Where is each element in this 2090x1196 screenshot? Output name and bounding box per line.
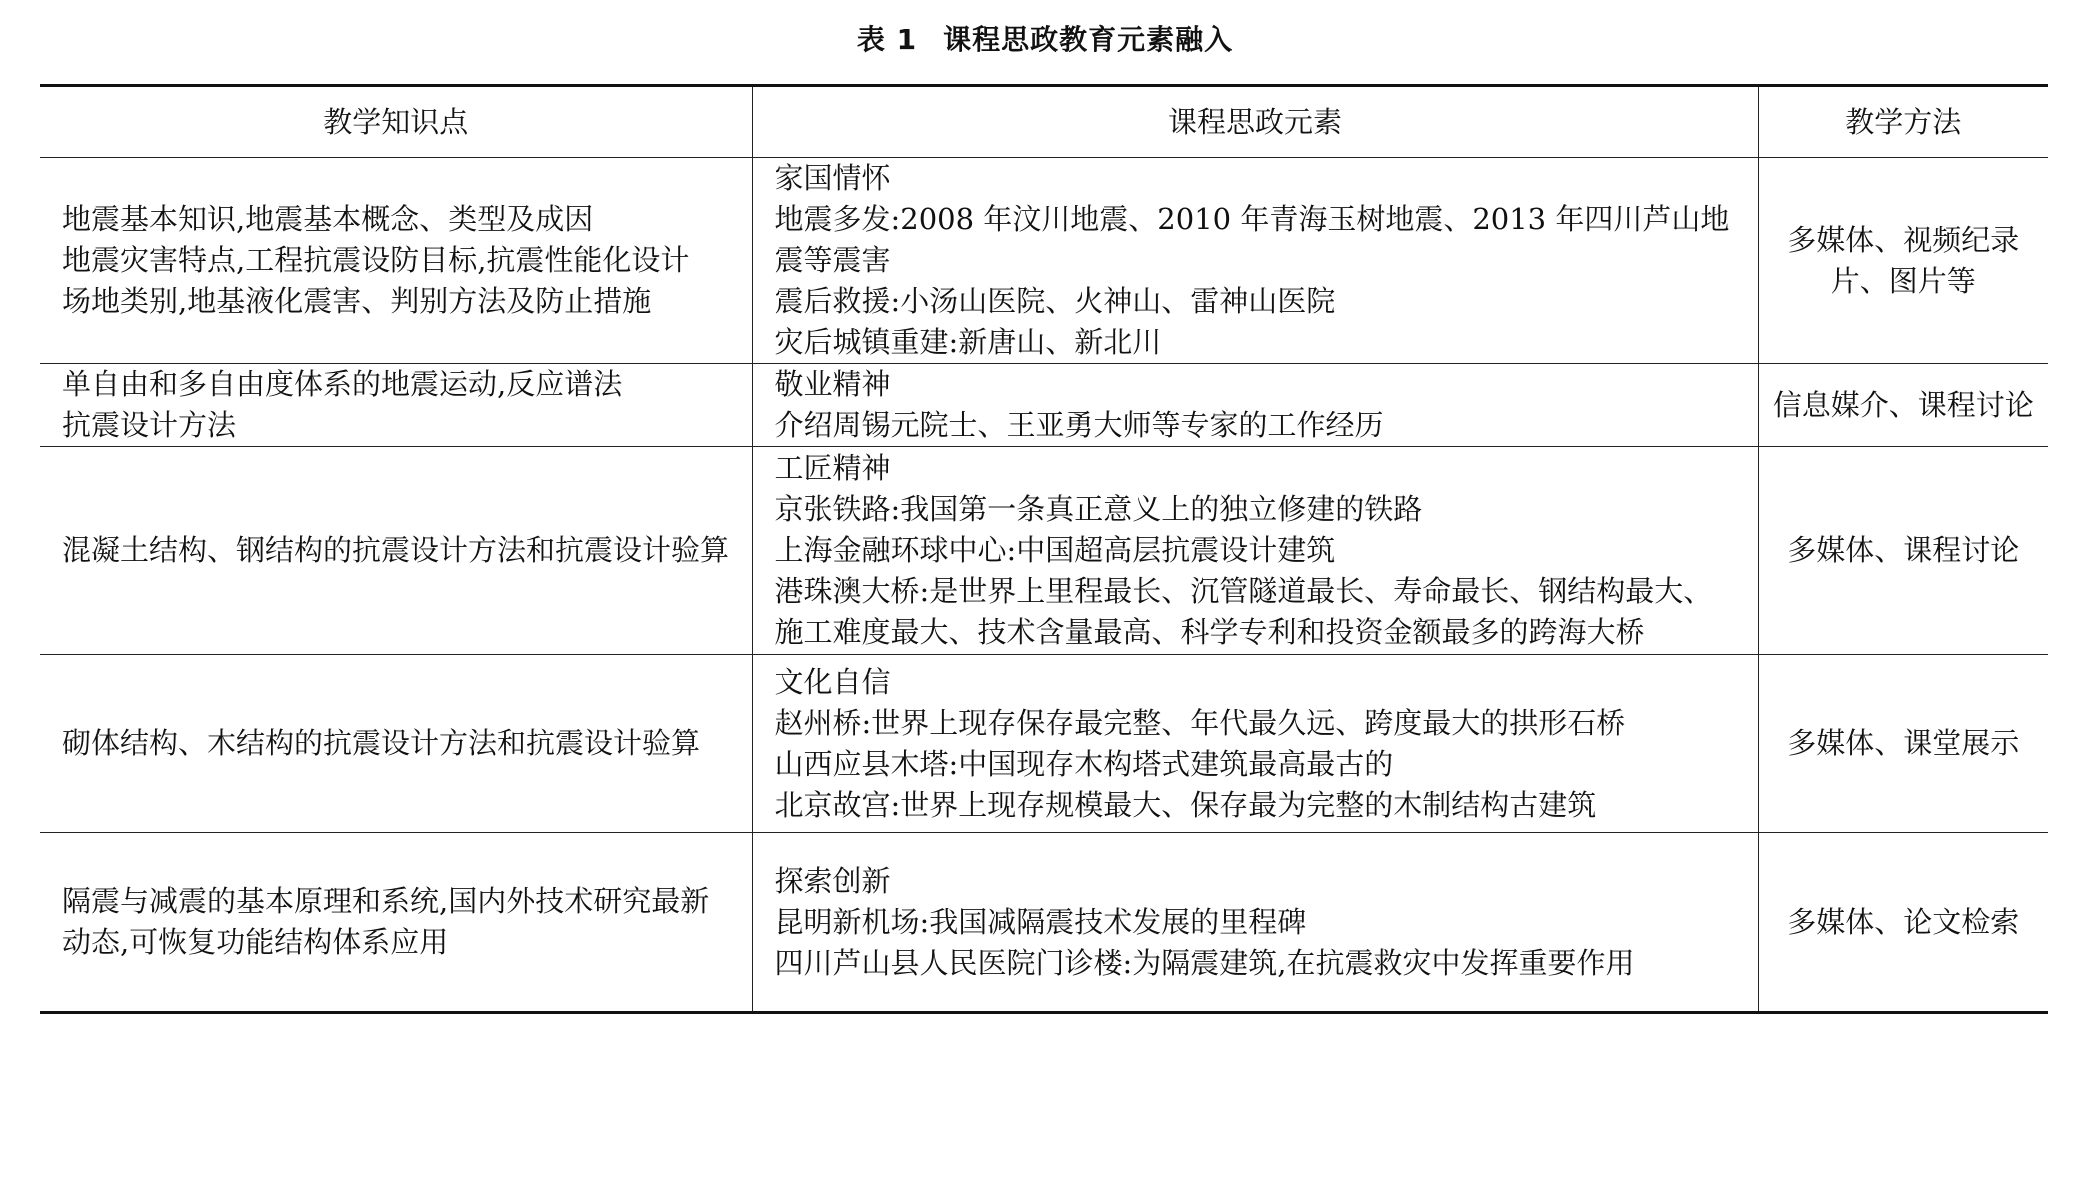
- element-line: 昆明新机场:我国减隔震技术发展的里程碑: [774, 904, 1307, 939]
- table-row: [40, 364, 2048, 447]
- element-line: 山西应县木塔:中国现存木构塔式建筑最高最古的: [774, 746, 1394, 781]
- element-heading: 工匠精神: [774, 451, 891, 485]
- element-cell: [752, 833, 1758, 1013]
- course-ideology-table: [40, 84, 2048, 1014]
- table-row: [40, 447, 2048, 655]
- method-cell: 信息媒介、课程讨论: [1758, 364, 2048, 447]
- element-cell: [752, 158, 1758, 364]
- table-header: [40, 86, 2048, 158]
- element-cell: [752, 655, 1758, 833]
- knowledge-line: 隔震与减震的基本原理和系统,国内外技术研究最新动态,可恢复功能结构体系应用: [62, 884, 710, 959]
- header-row: [40, 86, 2048, 158]
- knowledge-line: 地震基本知识,地震基本概念、类型及成因: [62, 202, 594, 236]
- element-line: 震后救援:小汤山医院、火神山、雷神山医院: [774, 284, 1336, 318]
- element-line: 京张铁路:我国第一条真正意义上的独立修建的铁路: [774, 492, 1423, 526]
- element-cell: [752, 447, 1758, 655]
- method-cell: 多媒体、课程讨论: [1758, 447, 2048, 655]
- element-line: 四川芦山县人民医院门诊楼:为隔震建筑,在抗震救灾中发挥重要作用: [774, 945, 1635, 980]
- element-line: 赵州桥:世界上现存保存最完整、年代最久远、跨度最大的拱形石桥: [774, 705, 1626, 740]
- element-line: 港珠澳大桥:是世界上里程最长、沉管隧道最长、寿命最长、钢结构最大、施工难度最大、技术含量最高、科学专利和投资金额最多的跨海大桥: [774, 574, 1713, 649]
- knowledge-cell: [40, 833, 752, 1013]
- knowledge-line: 混凝土结构、钢结构的抗震设计方法和抗震设计验算: [62, 533, 730, 567]
- header-ideology-elements: 课程思政元素: [752, 86, 1758, 158]
- knowledge-cell: [40, 364, 752, 447]
- method-cell: 多媒体、论文检索: [1758, 833, 2048, 1013]
- table-row: [40, 158, 2048, 364]
- element-line: 地震多发:2008 年汶川地震、2010 年青海玉树地震、2013 年四川芦山地震等震害: [774, 202, 1730, 277]
- table-title: 课程思政教育元素融入: [943, 23, 1234, 56]
- table-number: 表 1: [856, 23, 918, 56]
- knowledge-line: 地震灾害特点,工程抗震设防目标,抗震性能化设计: [62, 243, 690, 277]
- element-cell: [752, 364, 1758, 447]
- table-body: [40, 158, 2048, 1013]
- knowledge-cell: [40, 158, 752, 364]
- table-caption: [0, 22, 2090, 58]
- element-line: 上海金融环球中心:中国超高层抗震设计建筑: [774, 533, 1336, 567]
- table-row: [40, 655, 2048, 833]
- knowledge-line: 单自由和多自由度体系的地震运动,反应谱法: [62, 367, 623, 401]
- method-cell: 多媒体、课堂展示: [1758, 655, 2048, 833]
- knowledge-line: 砌体结构、木结构的抗震设计方法和抗震设计验算: [62, 726, 701, 760]
- knowledge-cell: [40, 655, 752, 833]
- element-line: 介绍周锡元院士、王亚勇大师等专家的工作经历: [774, 408, 1384, 442]
- knowledge-line: 抗震设计方法: [62, 408, 237, 442]
- element-heading: 家国情怀: [774, 161, 891, 195]
- header-knowledge-points: 教学知识点: [40, 86, 752, 158]
- element-heading: 敬业精神: [774, 367, 891, 401]
- element-heading: 探索创新: [774, 863, 891, 898]
- method-cell: 多媒体、视频纪录片、图片等: [1758, 158, 2048, 364]
- header-teaching-methods: 教学方法: [1758, 86, 2048, 158]
- table-row: [40, 833, 2048, 1013]
- knowledge-line: 场地类别,地基液化震害、判别方法及防止措施: [62, 284, 652, 318]
- element-line: 灾后城镇重建:新唐山、新北川: [774, 325, 1162, 359]
- element-heading: 文化自信: [774, 664, 891, 699]
- element-line: 北京故宫:世界上现存规模最大、保存最为完整的木制结构古建筑: [774, 787, 1597, 822]
- knowledge-cell: [40, 447, 752, 655]
